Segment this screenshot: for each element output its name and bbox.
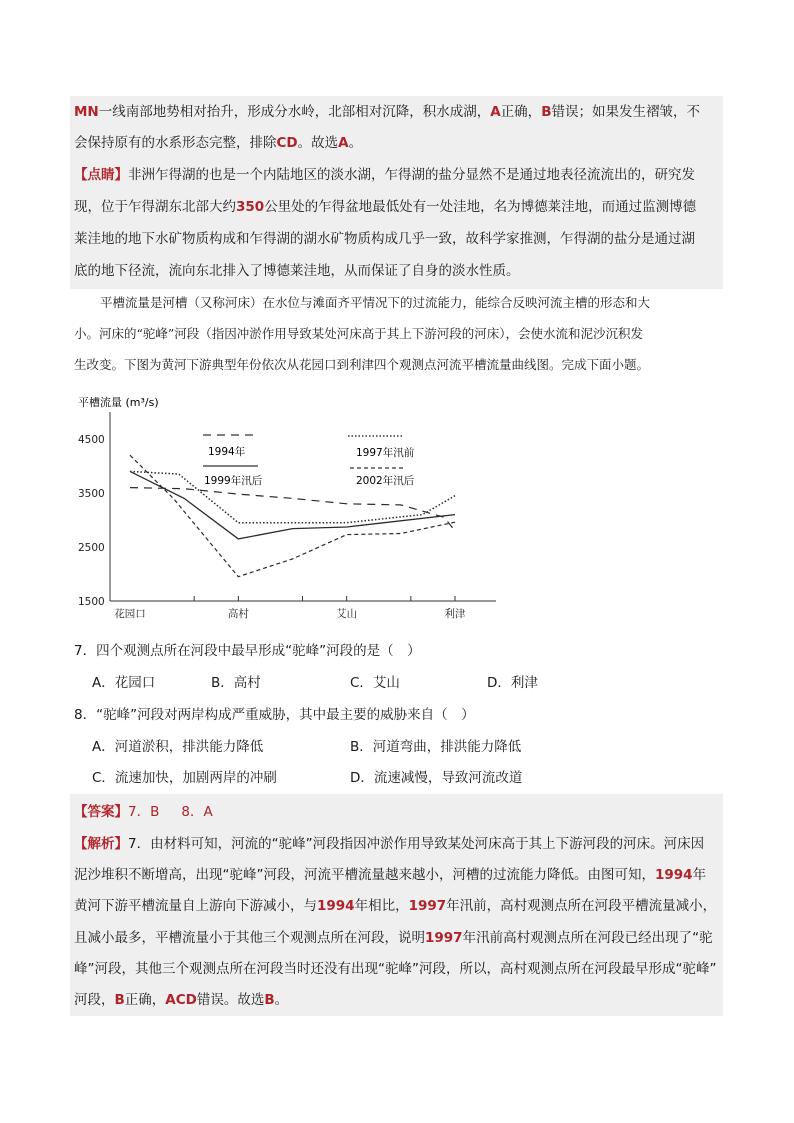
analysis-line-3 <box>74 890 716 922</box>
answer-8: 8．A <box>181 804 213 820</box>
text-red: 1994 <box>317 898 355 914</box>
intro-line-3: 生改变。下图为黄河下游典型年份依次从花园口到利津四个观测点河流平槽流量曲线图。完成下面小题。 <box>74 357 650 372</box>
question-7-option-a[interactable]: A．花园口 <box>92 675 156 691</box>
y-tick-label: 2500 <box>78 542 105 554</box>
question-8-option-c[interactable]: C．流速加快，加剧两岸的冲刷 <box>92 770 277 786</box>
analysis-line-6 <box>74 984 288 1016</box>
question-8-option-d[interactable]: D．流速减慢，导致河流改道 <box>350 770 523 786</box>
question-8-stem: 8．“驼峰”河段对两岸构成严重威胁，其中最主要的威胁来自（ ） <box>74 707 475 723</box>
question-8-option-b[interactable]: B．河道弯曲，排洪能力降低 <box>350 739 522 755</box>
y-tick-label: 3500 <box>78 488 105 500</box>
explanation-line-4 <box>74 191 696 223</box>
text-red: A <box>490 104 501 120</box>
text: 。 <box>348 135 363 151</box>
analysis-line-1 <box>74 828 704 860</box>
text-red: B <box>541 104 552 120</box>
text-red: CD <box>276 135 298 151</box>
text: 年汛前，高村观测点所在河段平槽流量减小， <box>446 898 717 914</box>
text: 年汛前高村观测点所在河段已经出现了“驼 <box>462 930 713 946</box>
text: 错误；如果发生褶皱，不 <box>551 104 700 120</box>
question-7-option-b[interactable]: B．高村 <box>211 675 261 691</box>
text: 泥沙堆积不断增高，出现“驼峰”河段，河流平槽流量越来越小，河槽的过流能力降低。由图可知， <box>74 867 655 883</box>
text: 年相比， <box>354 898 409 914</box>
text-red: A <box>338 135 349 151</box>
text-red: 350 <box>236 199 265 215</box>
text: 7．由材料可知，河流的“驼峰”河段指因冲淤作用导致某处河床高于其上下游河段的河床。河床因 <box>128 836 705 852</box>
text-red: 1997 <box>408 898 447 914</box>
explanation-line-3 <box>74 159 695 191</box>
intro-line-2: 小。河床的“驼峰”河段（指因冲淤作用导致某处河床高于其上下游河段的河床），会使水流和泥沙沉积发 <box>74 326 644 341</box>
text: 。 <box>274 992 289 1008</box>
answer-line <box>74 796 213 828</box>
legend-label-1997: 1997年汛前 <box>356 447 415 459</box>
text-red: MN <box>74 104 99 120</box>
text: 河段， <box>74 992 115 1008</box>
x-tick-label: 艾山 <box>336 608 358 620</box>
legend-label-2002: 2002年汛后 <box>356 475 415 487</box>
x-tick-label: 花园口 <box>114 608 146 620</box>
analysis-line-4 <box>74 922 713 954</box>
legend-label-1999: 1999年汛后 <box>204 475 263 487</box>
intro-line-1: 平槽流量是河槽（又称河床）在水位与滩面齐平情况下的过流能力，能综合反映河流主槽的形态和大 <box>100 295 651 310</box>
answer-7: 7．B <box>128 804 160 820</box>
x-tick-label: 高村 <box>227 608 249 620</box>
flow-chart <box>68 390 508 625</box>
explanation-line-2 <box>74 127 362 159</box>
question-7-stem: 7．四个观测点所在河段中最早形成“驼峰”河段的是（ ） <box>74 643 421 659</box>
text: 黄河下游平槽流量自上游向下游减小，与 <box>74 898 317 914</box>
tip-tag: 【点睛】 <box>74 167 128 183</box>
text: 错误。故选 <box>196 992 265 1008</box>
x-tick-label: 利津 <box>444 608 466 620</box>
analysis-line-2 <box>74 859 706 891</box>
question-7-option-c[interactable]: C．艾山 <box>350 675 400 691</box>
explanation-line-1 <box>74 96 700 128</box>
text-red: 1994 <box>655 867 693 883</box>
explanation-line-6: 底的地下径流，流向东北排入了博德莱洼地，从而保证了自身的淡水性质。 <box>74 263 520 279</box>
legend-label-1994: 1994年 <box>208 446 246 458</box>
text: 。故选 <box>297 135 339 151</box>
question-8-option-a[interactable]: A．河道淤积，排洪能力降低 <box>92 739 264 755</box>
y-tick-label: 4500 <box>78 434 105 446</box>
text: 年 <box>692 867 707 883</box>
text-red: ACD <box>165 992 197 1008</box>
series-line-1994年 <box>130 488 455 531</box>
text: 一线南部地势相对抬升，形成分水岭，北部相对沉降，积水成湖， <box>98 104 491 120</box>
text-red: B <box>114 992 125 1008</box>
text: 非洲乍得湖的也是一个内陆地区的淡水湖，乍得湖的盐分显然不是通过地表径流流出的，研究发 <box>128 167 695 183</box>
text-red: B <box>264 992 275 1008</box>
explanation-line-5: 莱洼地的地下水矿物质构成和乍得湖的湖水矿物质构成几乎一致，故科学家推测，乍得湖的盐分是通过湖 <box>74 231 695 247</box>
text: 会保持原有的水系形态完整，排除 <box>74 135 277 151</box>
question-7-option-d[interactable]: D．利津 <box>487 675 538 691</box>
analysis-tag: 【解析】 <box>74 836 128 852</box>
text: 现，位于乍得湖东北部大约 <box>74 199 236 215</box>
text: 且减小最多，平槽流量小于其他三个观测点所在河段，说明 <box>74 930 425 946</box>
y-axis-label: 平槽流量 (m³/s) <box>78 396 159 409</box>
analysis-line-5: 峰”河段，其他三个观测点所在河段当时还没有出现“驼峰”河段，所以，高村观测点所在河段最早形成“驼峰” <box>74 961 717 977</box>
text: 正确， <box>500 104 542 120</box>
text-red: 1997 <box>425 930 463 946</box>
answer-tag: 【答案】 <box>74 804 128 820</box>
text: 正确， <box>124 992 166 1008</box>
text: 公里处的乍得盆地最低处有一处洼地，名为博德莱洼地，而通过监测博德 <box>264 199 697 215</box>
y-tick-label: 1500 <box>78 596 105 608</box>
